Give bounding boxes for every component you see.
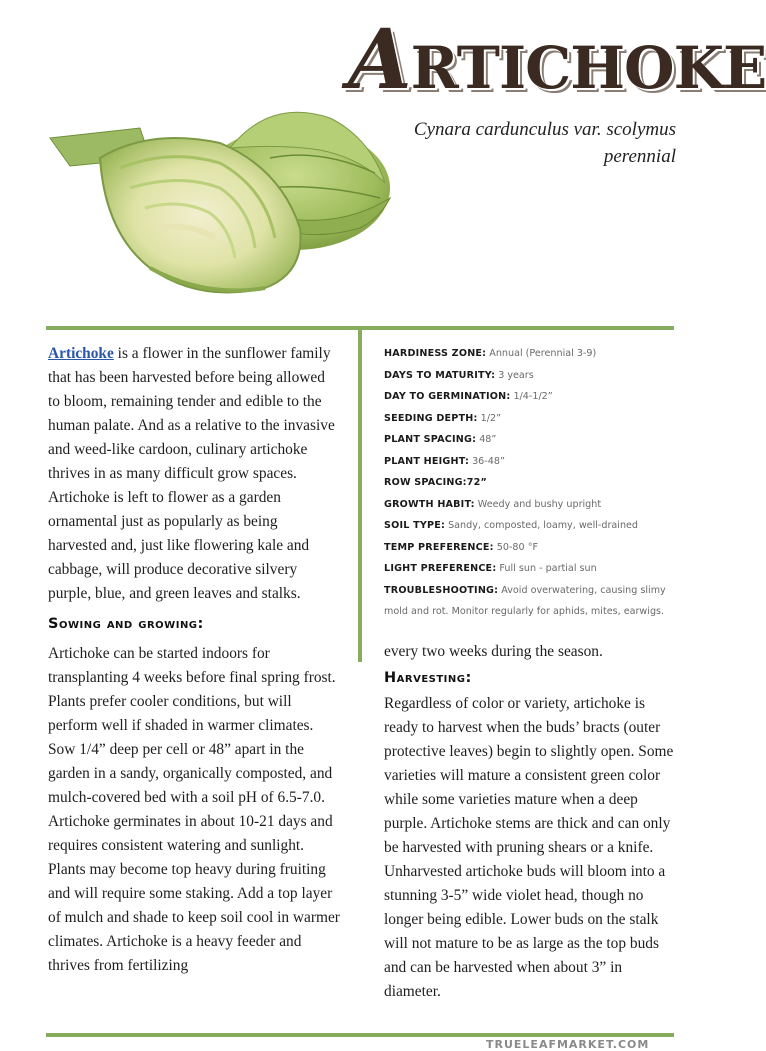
spec-label: PLANT HEIGHT: [384,455,469,467]
spec-label: TROUBLESHOOTING: [384,584,499,596]
left-column [48,342,340,978]
specs-list [384,343,674,623]
harvesting-heading: Harvesting: [384,670,472,686]
spec-value: Sandy, composted, loamy, well-drained [448,520,639,531]
spec-value: 36-48” [472,455,505,467]
scientific-name: Cynara cardunculus var. scolymus [413,119,676,140]
spec-value: 50-80 °F [496,541,539,553]
spec-label: HARDINESS ZONE: [384,348,487,359]
spec-label: SEEDING DEPTH: [384,412,478,424]
spec-label: ROW SPACING:72” [384,477,487,488]
intro-text: is a flower in the sunflower family that has been harvested before being allowed to bloom, remaining tender and edible to the human palate. And as a relative to the invasive and weed-like cardoon, culinary artichoke thrives in as many difficult grow spaces. Artichoke is left to flower as a garden ornamental just as popularly as being harvested and, just like flowering kale and cabbage, will produce decorative silvery purple, blue, and green leaves and stalks. [48,345,335,602]
spec-item [384,472,674,494]
spec-label: SOIL TYPE: [384,520,446,531]
spec-item [384,580,674,623]
spec-item [384,451,674,473]
spec-item [384,343,674,365]
footer-url: TRUELEAFMARKET.COM [486,1038,650,1051]
intro-paragraph [48,342,340,606]
spec-label: GROWTH HABIT: [384,498,475,510]
column-divider [358,328,362,662]
bottom-divider [46,1033,674,1037]
spec-label: DAY TO GERMINATION: [384,391,511,402]
spec-label: DAYS TO MATURITY: [384,369,496,381]
spec-item [384,558,674,580]
sowing-continuation: every two weeks during the season. [384,643,603,660]
scientific-name-block [356,116,676,170]
title-initial: A [348,12,411,108]
spec-item [384,429,674,451]
artichoke-image [30,88,410,318]
page-title [348,12,766,108]
sowing-heading: Sowing and growing: [48,616,204,632]
spec-value: Avoid overwatering, causing slimy mold and rot. Monitor regularly for aphids, mites, earwigs. [384,584,666,617]
spec-label: PLANT SPACING: [384,434,477,445]
spec-value: 1/4-1/2” [513,391,553,402]
right-column [384,640,676,1004]
spec-item [384,537,674,559]
spec-value: Weedy and bushy upright [477,498,602,510]
spec-item [384,386,674,408]
spec-value: 3 years [498,369,534,381]
spec-value: 1/2” [480,412,502,424]
spec-value: Full sun - partial sun [499,563,597,574]
spec-label: TEMP PREFERENCE: [384,541,494,553]
spec-label: LIGHT PREFERENCE: [384,563,497,574]
artichoke-link[interactable]: Artichoke [48,345,114,362]
spec-item [384,408,674,430]
harvesting-paragraph: Regardless of color or variety, artichoke is ready to harvest when the buds’ bracts (outer protective leaves) begin to slightly open. Some varieties will mature a consistent green color while some varieties mature when a deep purple. Artichoke stems are thick and can only be harvested with pruning shears or a knife. Unharvested artichoke buds will bloom into a stunning 3-5” wide violet head, though no longer being edible. Lower buds on the stalk will not mature to be as large as the top buds and can be harvested when about 3” in diameter. [384,695,674,1000]
sowing-paragraph: Artichoke can be started indoors for transplanting 4 weeks before final spring frost. Plants prefer cooler conditions, but will perform well if shaded in warmer climates. Sow 1/4” deep per cell or 48” apart in the garden in a sandy, organically composted, and mulch-covered bed with a soil pH of 6.5-7.0. Artichoke germinates in about 10-21 days and requires consistent watering and sunlight. Plants may become top heavy during fruiting and will require some staking. Add a top layer of mulch and shade to keep soil cool in warmer climates. Artichoke is a heavy feeder and thrives from fertilizing [48,645,340,974]
spec-value: Annual (Perennial 3-9) [489,348,597,359]
spec-item [384,515,674,537]
life-cycle: perennial [603,146,676,167]
spec-value: 48” [479,434,497,445]
spec-item [384,494,674,516]
title-rest: RTICHOKE [410,34,766,102]
spec-item [384,365,674,387]
